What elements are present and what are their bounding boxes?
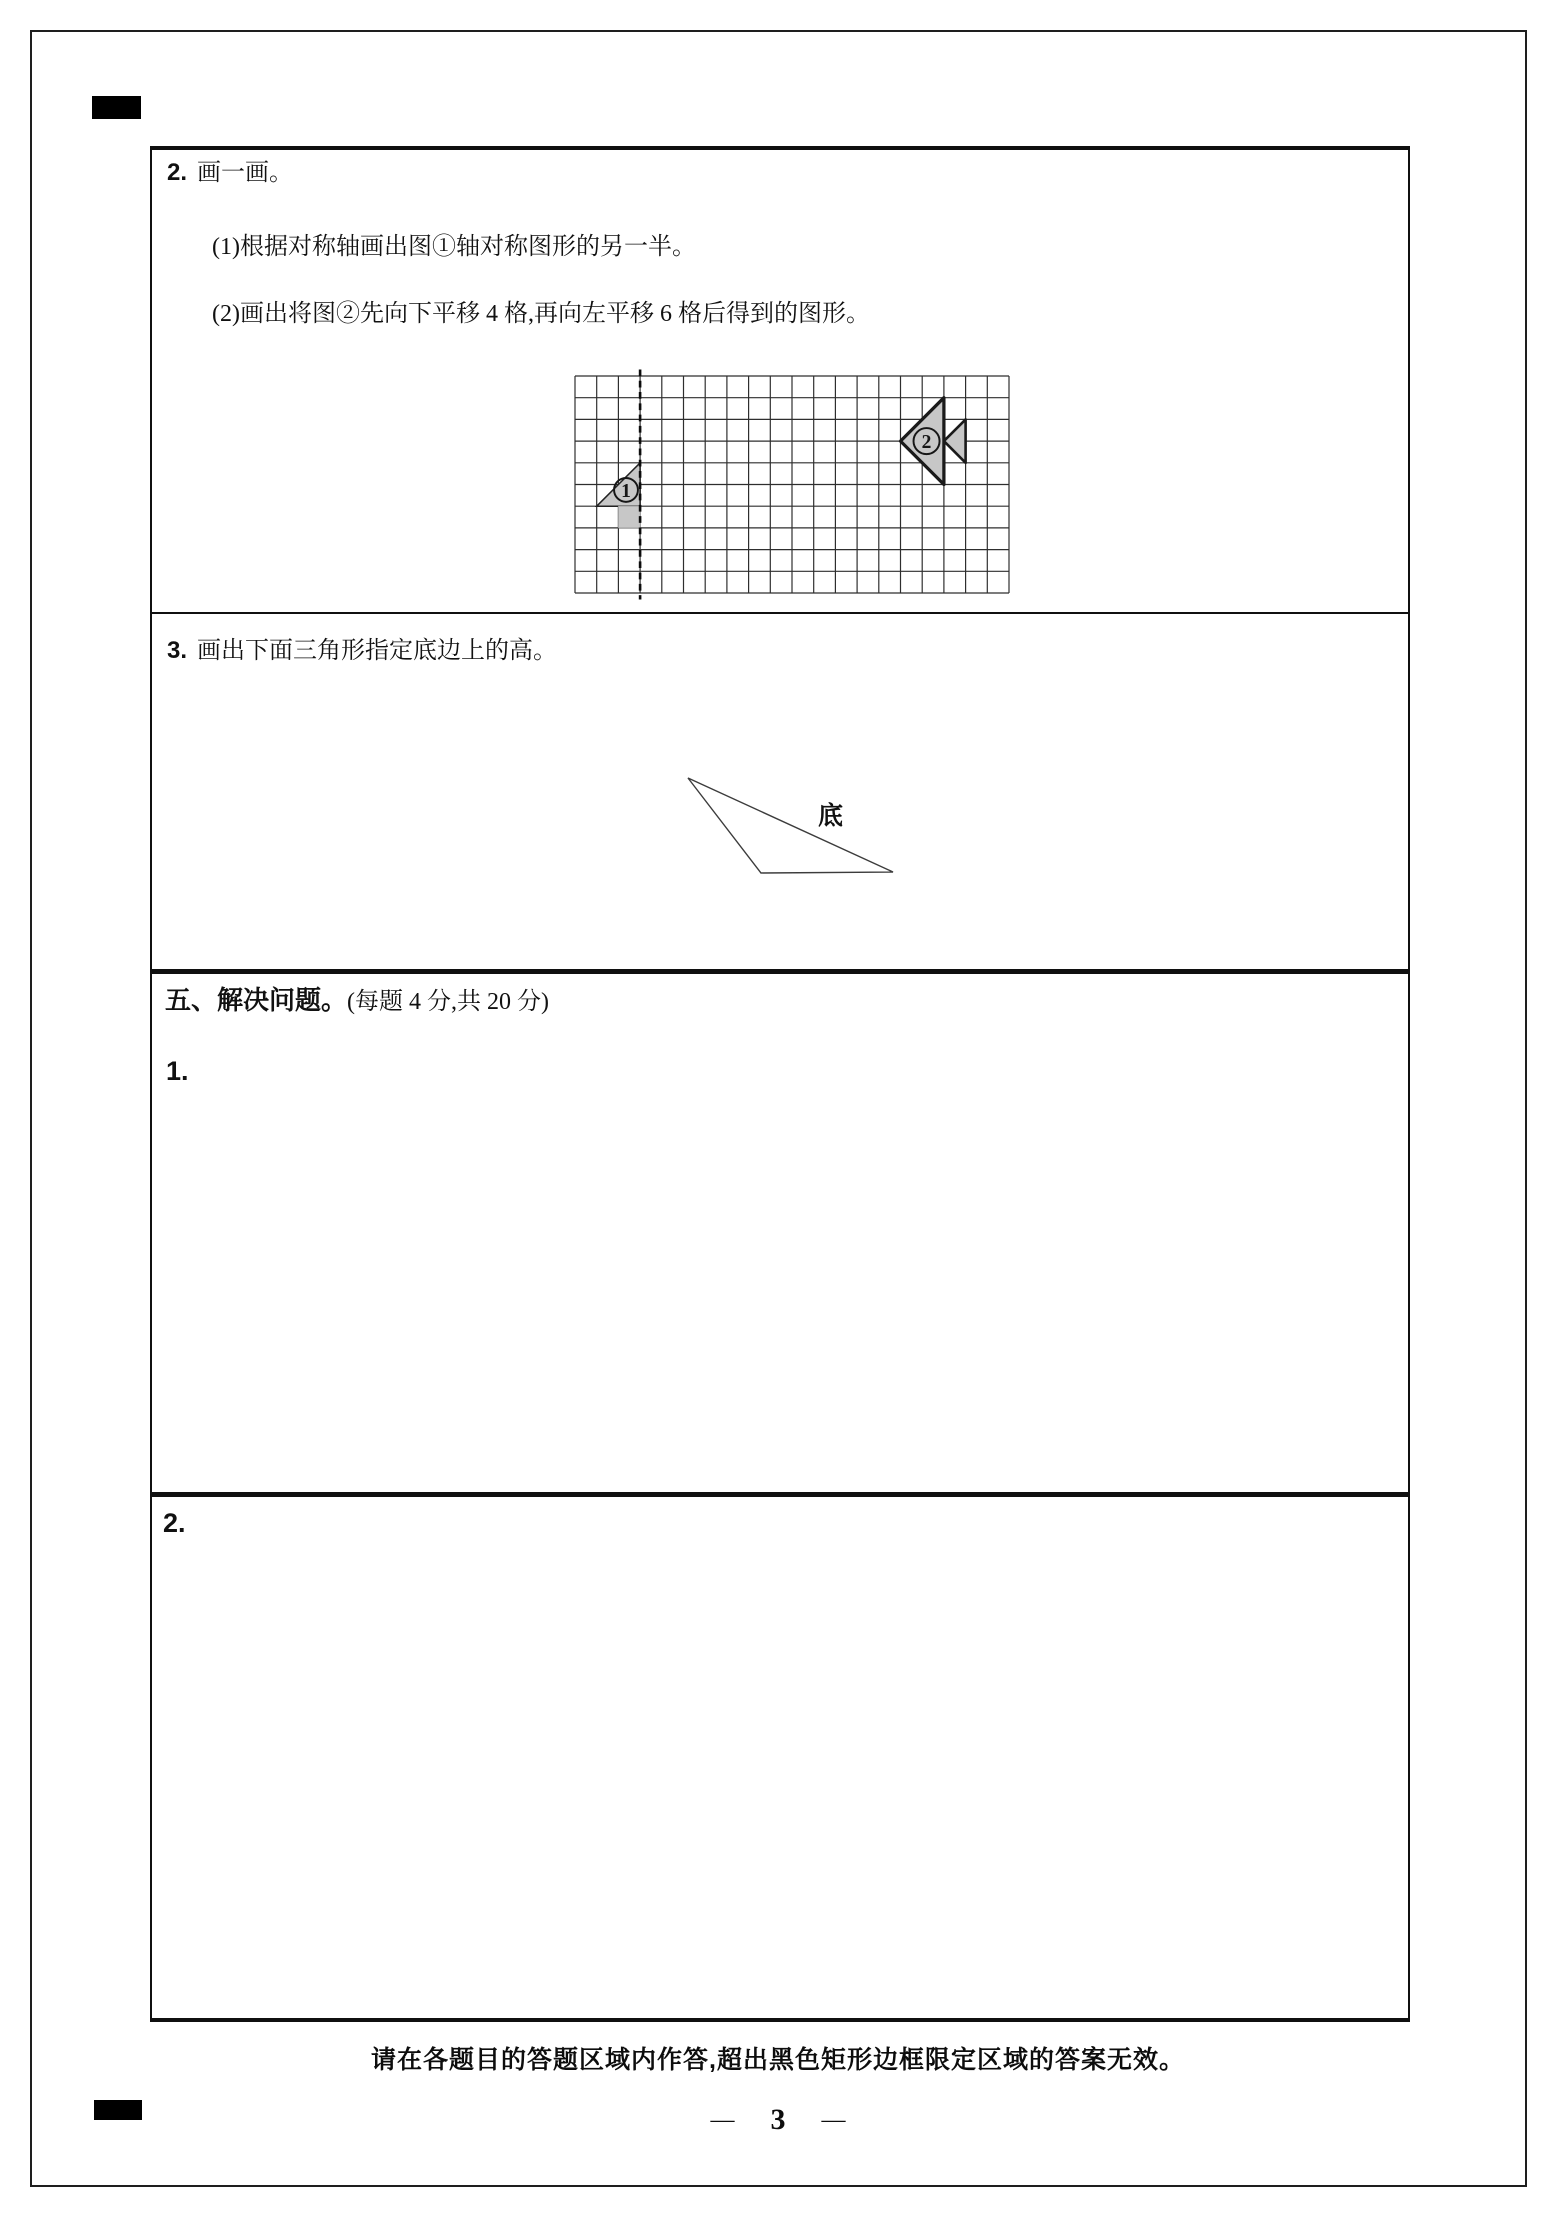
- page-number-left-dash: —: [710, 2106, 735, 2133]
- question-3-number: 3.: [167, 637, 188, 664]
- question-2-sub1: (1)根据对称轴画出图①轴对称图形的另一半。: [212, 234, 696, 260]
- svg-text:1: [621, 481, 631, 502]
- section-5-item-2: 2.: [163, 1508, 186, 1538]
- question-2-title: 画一画。: [197, 160, 294, 186]
- triangle-figure: [686, 774, 898, 878]
- question-3-title: 画出下面三角形指定底边上的高。: [197, 638, 558, 664]
- question-2-number: 2.: [167, 159, 188, 186]
- page-number-value: 3: [770, 2103, 786, 2136]
- translation-grid-figure: [575, 376, 1009, 593]
- section-5-item-1: 1.: [166, 1056, 189, 1086]
- page-number-right-dash: —: [821, 2106, 846, 2133]
- page-number: [0, 2103, 1556, 2137]
- section-5-heading: [165, 985, 549, 1017]
- section-5-score-note: (每题 4 分,共 20 分): [347, 989, 549, 1015]
- answer-region-notice: 请在各题目的答题区域内作答,超出黑色矩形边框限定区域的答案无效。: [371, 2046, 1185, 2074]
- answer-area-box: [150, 146, 1410, 2022]
- question-2-sub2: (2)画出将图②先向下平移 4 格,再向左平移 6 格后得到的图形。: [212, 301, 870, 327]
- svg-text:2: [922, 432, 932, 453]
- question-3-heading: [167, 636, 557, 666]
- triangle-base-label: 底: [818, 803, 844, 830]
- divider-item1-item2: [150, 1492, 1410, 1497]
- divider-q3-section5: [150, 969, 1410, 974]
- question-2-heading: [167, 158, 293, 188]
- section-5-title: 五、解决问题。: [165, 985, 348, 1015]
- registration-mark-top-left: [92, 96, 141, 119]
- divider-q2-q3: [150, 612, 1410, 614]
